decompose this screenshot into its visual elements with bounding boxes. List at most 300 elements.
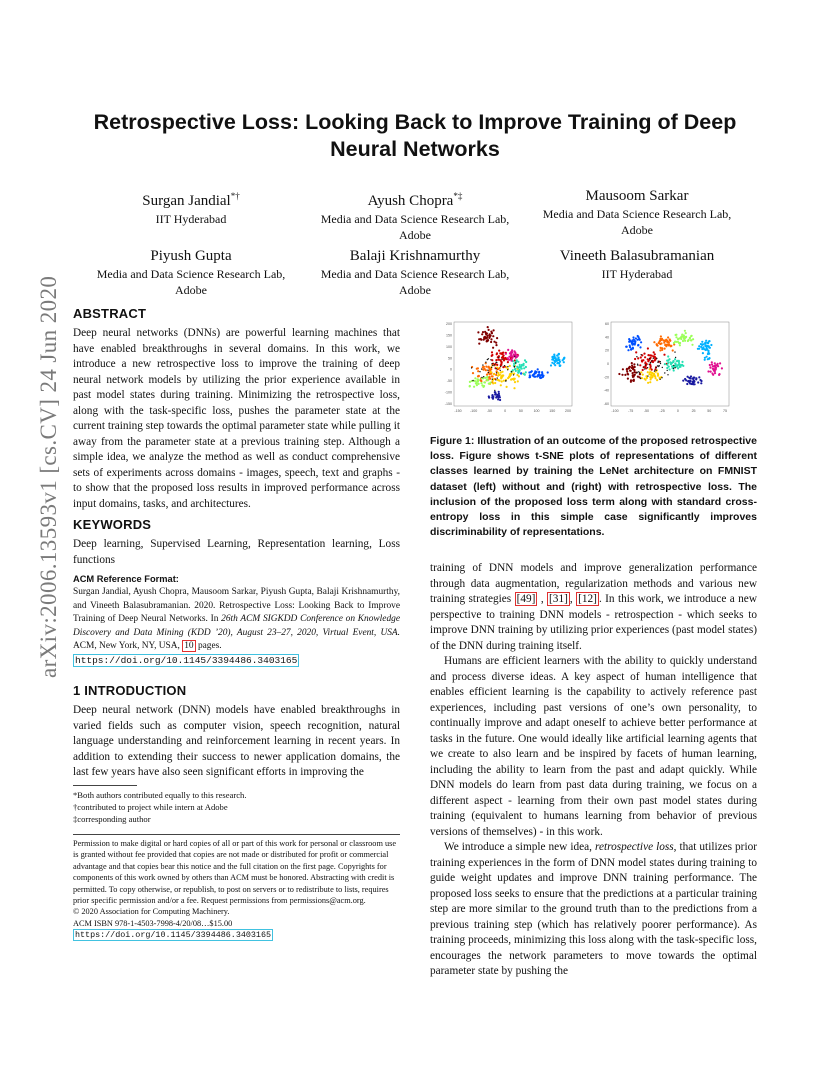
tsne-point: [656, 367, 657, 368]
tsne-point: [637, 376, 639, 378]
tsne-point: [647, 358, 649, 360]
tsne-point: [507, 366, 508, 367]
tsne-point: [657, 373, 659, 375]
tsne-point: [511, 351, 513, 353]
tsne-point: [632, 347, 634, 349]
tsne-point: [511, 358, 513, 360]
tsne-point: [655, 377, 657, 379]
x-tick-label: -100: [611, 409, 619, 413]
tsne-point: [506, 386, 508, 388]
tsne-point: [491, 354, 493, 356]
permission-block: [73, 838, 400, 942]
tsne-point: [478, 343, 480, 345]
tsne-point: [495, 342, 497, 344]
tsne-point: [541, 374, 543, 376]
tsne-point: [682, 336, 684, 338]
tsne-point: [663, 354, 665, 356]
tsne-point: [688, 339, 690, 341]
tsne-point: [502, 366, 504, 368]
tsne-point: [477, 379, 479, 381]
tsne-point: [631, 365, 633, 367]
tsne-point: [690, 375, 692, 377]
tsne-point: [498, 357, 499, 358]
tsne-point: [513, 387, 515, 389]
tsne-point: [639, 372, 640, 373]
tsne-point: [700, 382, 702, 384]
tsne-point: [500, 366, 501, 367]
permission-copyright: © 2020 Association for Computing Machinery.: [73, 907, 230, 917]
tsne-point: [667, 370, 668, 371]
tsne-point: [469, 385, 471, 387]
tsne-point: [684, 340, 686, 342]
tsne-point: [500, 362, 502, 364]
tsne-point: [647, 382, 649, 384]
tsne-point: [491, 351, 493, 353]
x-tick-label: -50: [643, 409, 650, 413]
tsne-point: [488, 383, 490, 385]
tsne-point: [639, 373, 641, 375]
y-tick-label: 20: [605, 348, 609, 353]
tsne-point: [512, 369, 514, 371]
tsne-point: [521, 368, 523, 370]
tsne-point: [485, 366, 487, 368]
paragraph-text: training of DNN models and improve generalization performance through data augmentation, regularization methods and various new training strategies: [430, 562, 757, 605]
tsne-point: [503, 359, 505, 361]
tsne-point: [713, 365, 715, 367]
tsne-point: [647, 367, 648, 368]
acm-doi-link[interactable]: https://doi.org/10.1145/3394486.3403165: [75, 654, 298, 666]
paper-title: Retrospective Loss: Looking Back to Improve Training of Deep Neural Networks: [93, 110, 737, 161]
paragraph-text: . In this work, we introduce a new perspective to training DNN models - retrospection - which seeks to improve DNN training by utilizing prior experiences (past model states) of the DNN during training itself.: [430, 593, 757, 652]
tsne-point: [514, 368, 516, 370]
tsne-point: [538, 371, 540, 373]
paragraph: [430, 561, 757, 654]
tsne-point: [489, 369, 491, 371]
tsne-point: [693, 377, 695, 379]
tsne-point: [664, 344, 666, 346]
tsne-point: [509, 359, 511, 361]
tsne-point: [649, 358, 650, 359]
tsne-point: [644, 366, 646, 368]
tsne-point: [668, 358, 670, 360]
tsne-point: [659, 379, 660, 380]
tsne-point: [563, 361, 565, 363]
tsne-point: [709, 364, 711, 366]
tsne-point: [632, 376, 634, 378]
author-sup: *‡: [453, 191, 463, 201]
tsne-point: [637, 344, 639, 346]
tsne-point: [713, 370, 715, 372]
footnote-rule: [73, 785, 137, 786]
tsne-point: [507, 349, 509, 351]
tsne-point: [488, 329, 490, 331]
tsne-point: [513, 350, 515, 352]
tsne-point: [630, 379, 632, 381]
tsne-point: [509, 365, 511, 367]
tsne-point: [704, 359, 706, 361]
tsne-point: [495, 359, 497, 361]
tsne-point: [490, 371, 492, 373]
tsne-point: [632, 336, 634, 338]
tsne-point: [632, 372, 634, 374]
tsne-point: [647, 347, 649, 349]
tsne-point: [701, 341, 703, 343]
tsne-point: [640, 341, 642, 343]
tsne-point: [497, 379, 499, 381]
tsne-point: [693, 379, 695, 381]
tsne-point: [681, 361, 683, 363]
tsne-point: [710, 371, 712, 373]
tsne-point: [474, 377, 476, 379]
tsne-point: [640, 378, 641, 379]
tsne-point: [618, 373, 620, 375]
tsne-point: [673, 368, 674, 369]
tsne-point: [672, 349, 674, 351]
tsne-point: [663, 340, 665, 342]
tsne-point: [631, 367, 633, 369]
tsne-point: [701, 343, 703, 345]
x-tick-label: -75: [628, 409, 634, 413]
tsne-point: [534, 376, 536, 378]
tsne-point: [664, 348, 666, 350]
citation-link[interactable]: [12]: [578, 593, 597, 605]
x-tick-label: 50: [707, 409, 712, 413]
tsne-point: [668, 366, 670, 368]
right-column-text: [430, 561, 757, 980]
tsne-point: [626, 370, 628, 372]
y-tick-label: 0: [607, 362, 609, 366]
tsne-point: [669, 368, 671, 370]
tsne-point: [483, 385, 485, 387]
tsne-point: [481, 377, 482, 378]
tsne-point: [707, 342, 709, 344]
tsne-point: [558, 356, 560, 358]
tsne-point: [665, 339, 667, 341]
abstract-heading: ABSTRACT: [73, 306, 147, 321]
tsne-point: [707, 351, 709, 353]
tsne-point: [542, 375, 544, 377]
tsne-point: [675, 336, 677, 338]
tsne-point: [494, 364, 495, 365]
tsne-point: [493, 373, 495, 375]
tsne-point: [637, 339, 639, 341]
x-tick-label: 200: [565, 409, 571, 413]
tsne-point: [518, 366, 520, 368]
tsne-point: [478, 338, 480, 340]
tsne-point: [695, 377, 697, 379]
tsne-point: [656, 379, 658, 381]
tsne-point: [484, 381, 486, 383]
tsne-point: [626, 368, 628, 370]
author-affiliation: Media and Data Science Research Lab,: [96, 267, 286, 281]
tsne-point: [482, 364, 483, 365]
tsne-point: [646, 377, 648, 379]
tsne-point: [626, 346, 628, 348]
tsne-point: [475, 382, 477, 384]
tsne-point: [521, 364, 523, 366]
tsne-point: [520, 373, 522, 375]
tsne-point: [660, 335, 662, 337]
tsne-point: [680, 364, 682, 366]
tsne-point: [553, 354, 555, 356]
tsne-point: [504, 365, 505, 366]
tsne-point: [486, 376, 488, 378]
tsne-point: [691, 344, 693, 346]
tsne-point: [500, 384, 502, 386]
author-name: Balaji Krishnamurthy: [349, 248, 481, 264]
tsne-point: [653, 341, 655, 343]
tsne-point: [710, 344, 712, 346]
abstract-text: Deep neural networks (DNNs) are powerful learning machines that have enabled breakthroughs in several domains. In this work, we introduce a new retrospective loss to improve the training of deep neural network models by utilizing the prior experience available in past model states during training. Minimizing the retrospective loss, along with the task-specific loss, pushes the parameter state at the current training step towards the optimal parameter state while pulling it away from the parameter state at a previous training step. Although a simple idea, we analyze the method as well as conduct comprehensive sets of experiments across domains - images, speech, text and graphs - to show that the proposed loss results in improved performance across input domains, tasks, and architectures.: [73, 327, 400, 510]
tsne-point: [638, 371, 639, 372]
tsne-point: [469, 381, 471, 383]
y-tick-label: -150: [444, 402, 452, 406]
tsne-point: [629, 344, 631, 346]
y-tick-label: 50: [448, 356, 452, 361]
tsne-point: [505, 353, 507, 355]
tsne-point: [511, 360, 513, 362]
permission-rule: [73, 834, 400, 835]
tsne-point: [667, 336, 669, 338]
tsne-point: [706, 347, 708, 349]
introduction-text: Deep neural network (DNN) models have enabled breakthroughs in varied fields such as computer vision, speech recognition, natural language understanding and reinforcement learning in recent years. In addition to extending their success to newer application domains, the last few years have also seen significant efforts in improving the: [73, 704, 400, 778]
tsne-point: [707, 370, 709, 372]
tsne-point: [525, 366, 527, 368]
tsne-point: [492, 379, 493, 380]
tsne-point: [675, 365, 677, 367]
tsne-point: [656, 370, 657, 371]
tsne-point: [633, 369, 635, 371]
citation-link[interactable]: [31]: [549, 593, 568, 605]
tsne-point: [532, 374, 534, 376]
tsne-point: [644, 362, 646, 364]
tsne-point: [642, 374, 644, 376]
tsne-point: [639, 364, 641, 366]
tsne-point: [711, 372, 713, 374]
tsne-point: [718, 373, 720, 375]
tsne-point: [516, 374, 518, 376]
tsne-point: [487, 335, 489, 337]
x-tick-label: -50: [486, 409, 493, 413]
tsne-point: [656, 358, 657, 359]
tsne-point: [685, 332, 687, 334]
tsne-point: [650, 362, 651, 363]
tsne-point: [660, 339, 662, 341]
tsne-point: [678, 363, 680, 365]
tsne-point: [709, 347, 711, 349]
tsne-point: [490, 359, 491, 360]
tsne-point: [511, 355, 513, 357]
tsne-point: [662, 367, 663, 368]
tsne-point: [497, 359, 499, 361]
author-affiliation: IIT Hyderabad: [155, 212, 227, 226]
tsne-point: [498, 396, 500, 398]
tsne-point: [700, 346, 702, 348]
x-tick-label: 75: [723, 409, 727, 413]
page-count-link[interactable]: 10: [184, 641, 194, 652]
tsne-point: [539, 376, 541, 378]
tsne-point: [488, 358, 489, 359]
tsne-point: [654, 370, 655, 371]
tsne-point: [667, 341, 669, 343]
tsne-point: [557, 359, 559, 361]
tsne-point: [661, 347, 663, 349]
tsne-point: [698, 345, 700, 347]
tsne-point: [487, 326, 489, 328]
tsne-point: [651, 360, 652, 361]
author-sup: *†: [230, 191, 240, 201]
y-tick-label: 150: [446, 333, 452, 338]
tsne-point: [719, 362, 721, 364]
tsne-point: [705, 340, 707, 342]
tsne-point: [487, 339, 489, 341]
keywords-heading: KEYWORDS: [73, 517, 152, 532]
author-block: [522, 187, 752, 238]
tsne-point: [478, 375, 480, 377]
tsne-point: [631, 339, 633, 341]
tsne-point: [659, 377, 661, 379]
tsne-point: [495, 344, 497, 346]
tsne-point: [497, 372, 499, 374]
tsne-point: [664, 363, 666, 365]
tsne-point: [667, 362, 669, 364]
tsne-point: [669, 338, 671, 340]
tsne-point: [627, 349, 629, 351]
author-affiliation: Media and Data Science Research Lab,: [320, 267, 510, 281]
citation-link[interactable]: [49]: [516, 593, 536, 605]
tsne-point: [491, 367, 492, 368]
tsne-point: [480, 380, 482, 382]
tsne-point: [637, 357, 639, 359]
tsne-point: [630, 370, 632, 372]
tsne-point: [635, 351, 637, 353]
author-affiliation: Adobe: [399, 228, 431, 242]
tsne-point: [644, 368, 645, 369]
tsne-point: [485, 362, 486, 363]
author-affiliation: Media and Data Science Research Lab,: [542, 207, 732, 221]
tsne-point: [645, 364, 646, 365]
tsne-point: [476, 368, 478, 370]
tsne-point: [501, 359, 502, 360]
tsne-point: [495, 379, 496, 380]
tsne-point: [692, 381, 694, 383]
y-tick-label: 100: [446, 344, 452, 349]
tsne-point: [501, 375, 503, 377]
tsne-point: [627, 378, 629, 380]
tsne-point: [494, 382, 496, 384]
tsne-point: [692, 383, 694, 385]
tsne-point: [496, 362, 497, 363]
tsne-point: [687, 380, 689, 382]
tsne-point: [484, 377, 486, 379]
tsne-point: [492, 365, 493, 366]
tsne-point: [654, 358, 656, 360]
tsne-point: [496, 372, 497, 373]
paragraph: [430, 840, 757, 980]
tsne-point: [483, 376, 484, 377]
tsne-plot-right: [597, 318, 732, 418]
arxiv-identifier: arXiv:2006.13593v1 [cs.CV] 24 Jun 2020: [36, 275, 61, 678]
tsne-point: [488, 397, 490, 399]
tsne-point: [708, 357, 710, 359]
tsne-point: [640, 371, 642, 373]
tsne-point: [482, 366, 484, 368]
tsne-point: [500, 353, 502, 355]
tsne-point: [674, 351, 675, 352]
tsne-point: [711, 363, 713, 365]
tsne-point: [704, 343, 706, 345]
acm-reference-heading: ACM Reference Format:: [73, 574, 179, 584]
tsne-point: [641, 354, 642, 355]
tsne-point: [636, 372, 637, 373]
tsne-point: [559, 361, 561, 363]
tsne-point: [550, 364, 552, 366]
tsne-point: [653, 351, 655, 353]
tsne-point: [672, 361, 674, 363]
tsne-point: [537, 368, 539, 370]
tsne-point: [525, 361, 527, 363]
author-block: [76, 247, 306, 298]
tsne-point: [673, 365, 674, 366]
x-tick-label: 0: [504, 409, 507, 413]
tsne-point: [559, 365, 561, 367]
tsne-point: [647, 371, 649, 373]
author-affiliation: Adobe: [175, 283, 207, 297]
tsne-point: [501, 380, 503, 382]
author-block: [300, 247, 530, 298]
tsne-point: [496, 337, 498, 339]
emphasis: retrospective loss: [594, 841, 674, 853]
tsne-point: [514, 356, 515, 357]
tsne-point: [502, 356, 504, 358]
tsne-point: [684, 378, 686, 380]
tsne-point: [647, 375, 648, 376]
tsne-point: [621, 374, 623, 376]
tsne-point: [517, 361, 519, 363]
tsne-point: [510, 379, 512, 381]
tsne-point: [484, 331, 486, 333]
tsne-point: [669, 361, 671, 363]
tsne-point: [496, 364, 498, 366]
tsne-point: [513, 374, 514, 375]
x-tick-label: 150: [549, 409, 556, 413]
author-block: [300, 187, 530, 243]
tsne-point: [483, 338, 485, 340]
tsne-point: [479, 371, 480, 372]
tsne-point: [501, 371, 503, 373]
acm-reference-venue: 26th ACM SIGKDD Conference on Knowledge Discovery and Data Mining (KDD ’20), August 23–27, 2020, Virtual Event, USA.: [73, 614, 400, 638]
tsne-point: [643, 353, 645, 355]
y-tick-label: 40: [605, 335, 609, 340]
tsne-point: [563, 357, 565, 359]
tsne-point: [498, 350, 500, 352]
tsne-point: [658, 342, 660, 344]
tsne-point: [517, 355, 519, 357]
tsne-point: [704, 345, 706, 347]
tsne-point: [651, 372, 653, 374]
tsne-point: [657, 365, 658, 366]
tsne-point: [473, 386, 475, 388]
tsne-point: [491, 363, 492, 364]
tsne-point: [487, 370, 488, 371]
tsne-point: [624, 374, 626, 376]
tsne-point: [496, 396, 498, 398]
tsne-point: [698, 376, 700, 378]
permission-doi-link[interactable]: https://doi.org/10.1145/3394486.3403165: [75, 930, 272, 941]
tsne-point: [632, 343, 634, 345]
tsne-point: [679, 344, 681, 346]
tsne-point: [715, 368, 717, 370]
